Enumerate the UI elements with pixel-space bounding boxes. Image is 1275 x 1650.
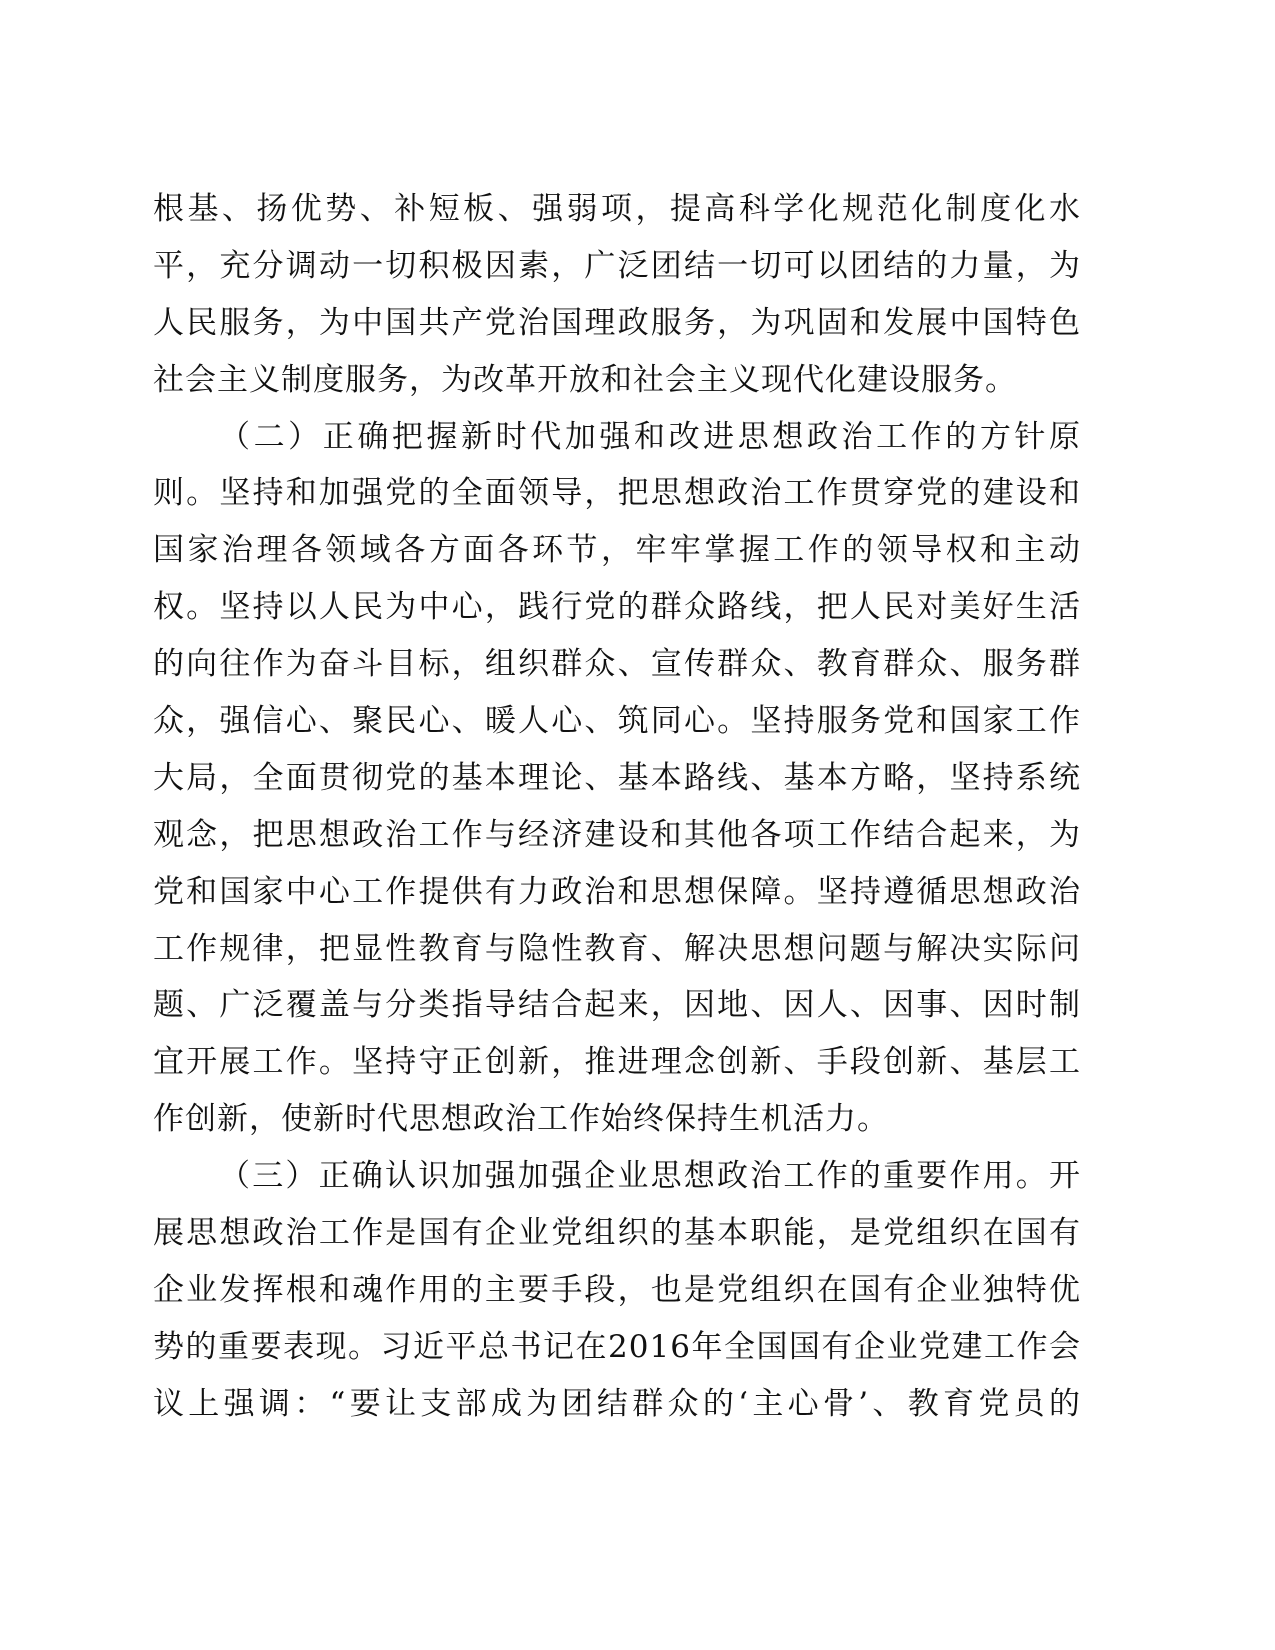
text-line: 权。坚持以人民为中心，践行党的群众路线，把人民对美好生活 [153,589,1081,626]
text-line: 党和国家中心工作提供有力政治和思想保障。坚持遵循思想政治 [153,873,1081,910]
text-line: 社会主义制度服务，为改革开放和社会主义现代化建设服务。 [153,361,1017,398]
text-line: 势的重要表现。习近平总书记在2016年全国国有企业党建工作会 [153,1328,1081,1365]
body-text [153,181,1081,1433]
text-line: 的向往作为奋斗目标，组织群众、宣传群众、教育群众、服务群 [153,646,1081,683]
text-line: 宜开展工作。坚持守正创新，推进理念创新、手段创新、基层工 [153,1044,1081,1081]
text-line: 平，充分调动一切积极因素，广泛团结一切可以团结的力量，为 [153,247,1081,284]
text-line: 人民服务，为中国共产党治国理政服务，为巩固和发展中国特色 [153,304,1081,341]
text-line: 议上强调：“要让支部成为团结群众的‘主心骨’、教育党员的 [153,1385,1081,1422]
section-heading-2: （二）正确把握新时代加强和改进思想政治工作的方针原 [219,418,1081,455]
text-line: 展思想政治工作是国有企业党组织的基本职能，是党组织在国有 [153,1215,1081,1252]
text-line: 根基、扬优势、补短板、强弱项，提高科学化规范化制度化水 [153,191,1081,227]
text-line: 众，强信心、聚民心、暖人心、筑同心。坚持服务党和国家工作 [153,703,1081,740]
text-line: 题、广泛覆盖与分类指导结合起来，因地、因人、因事、因时制 [153,987,1081,1024]
text-line: 则。坚持和加强党的全面领导，把思想政治工作贯穿党的建设和 [153,475,1081,512]
section-heading-3: （三）正确认识加强加强企业思想政治工作的重要作用。开 [219,1158,1081,1195]
text-line: 国家治理各领域各方面各环节，牢牢掌握工作的领导权和主动 [153,532,1081,569]
text-line: 企业发挥根和魂作用的主要手段，也是党组织在国有企业独特优 [153,1271,1081,1308]
text-line: 大局，全面贯彻党的基本理论、基本路线、基本方略，坚持系统 [153,759,1081,796]
text-line: 工作规律，把显性教育与隐性教育、解决思想问题与解决实际问 [153,930,1081,967]
text-line: 观念，把思想政治工作与经济建设和其他各项工作结合起来，为 [153,816,1081,853]
text-line: 作创新，使新时代思想政治工作始终保持生机活力。 [153,1101,889,1138]
